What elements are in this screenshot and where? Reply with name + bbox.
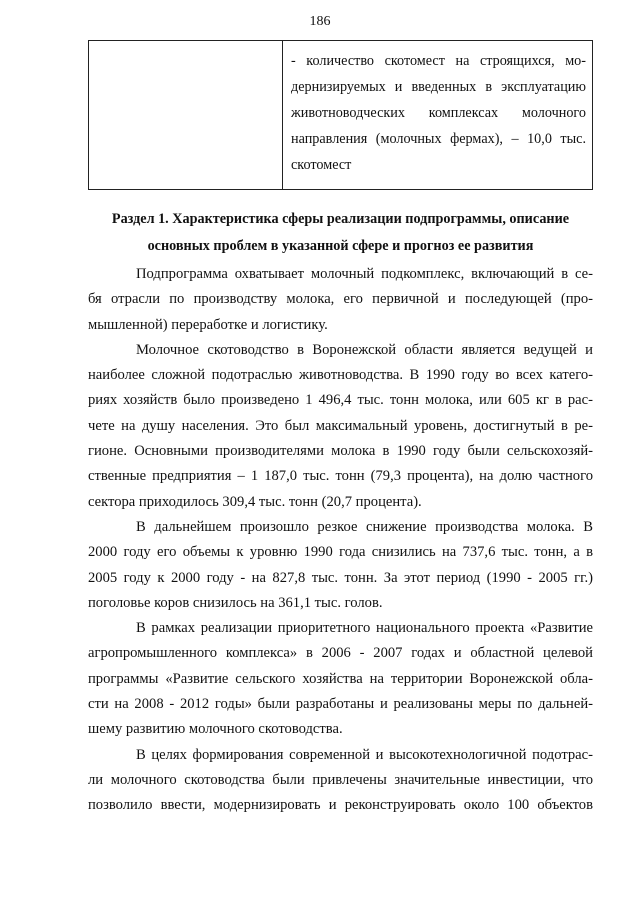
continuation-table [88,40,593,190]
paragraph-line: шему развитию молочного скотоводства. [88,721,343,738]
paragraph-line: чете на душу населения. Это был максимальный уровень, достигнутый в ре- [88,417,593,434]
paragraph-line: мышленной) переработке и логистику. [88,316,328,333]
paragraph-line: сти на 2008 - 2012 годы» были разработаны и реализованы меры по дальней- [88,696,593,713]
table-line: скотомест [291,157,352,173]
paragraph-line: риях хозяйств было произведено 1 496,4 тыс. тонн молока, или 605 кг в рас- [88,392,593,409]
table-line: направления (молочных фермах), – 10,0 тыс. [291,131,586,147]
paragraph-line: ственные предприятия – 1 187,0 тыс. тонн (79,3 процента), на долю частного [88,468,593,485]
heading-line: основных проблем в указанной сфере и прогноз ее развития [147,238,534,254]
paragraph-line: В рамках реализации приоритетного национального проекта «Развитие [136,620,593,637]
paragraph-line: В целях формирования современной и высокотехнологичной подотрас- [136,746,593,763]
paragraph-line: программы «Развитие сельского хозяйства на территории Воронежской обла- [88,670,593,687]
body-text [88,262,593,819]
page-number: 186 [309,14,331,29]
paragraph-line: Молочное скотоводство в Воронежской области является ведущей и [136,341,593,358]
paragraph-line: 2005 году к 2000 году - на 827,8 тыс. тонн. За этот период (1990 - 2005 гг.) [88,569,593,586]
table-line: - количество скотомест на строящихся, мо- [291,53,586,69]
paragraph-line: ли молочного скотоводства были привлечены значительные инвестиции, что [88,771,593,788]
paragraph-line: поголовье коров снизилось на 361,1 тыс. голов. [88,594,383,611]
section-heading [88,206,593,260]
paragraph-line: 2000 году его объемы к уровню 1990 года снизились на 737,6 тыс. тонн, а в [88,544,593,561]
table-line: дернизируемых и введенных в эксплуатацию [291,79,586,95]
table-cell-empty [89,41,283,189]
table-line: животноводческих комплексах молочного [291,105,586,121]
paragraph-line: агропромышленного комплекса» в 2006 - 2007 годах и областной целевой [88,645,593,662]
paragraph-line: гионе. Основными производителями молока в 1990 году были сельскохозяй- [88,443,593,460]
paragraph-line: наиболее сложной подотраслью животноводства. В 1990 году во всех катего- [88,367,593,384]
heading-line: Раздел 1. Характеристика сферы реализации подпрограммы, описание [111,211,570,227]
paragraph-line: В дальнейшем произошло резкое снижение производства молока. В [136,518,593,535]
paragraph-line: позволило ввести, модернизировать и реконструировать около 100 объектов [88,797,593,814]
paragraph-line: бя отрасли по производству молока, его первичной и последующей (про- [88,291,593,308]
table-cell-indicator [283,41,592,189]
paragraph-line: Подпрограмма охватывает молочный подкомплекс, включающий в се- [136,266,593,282]
paragraph-line: сектора приходилось 309,4 тыс. тонн (20,7 процента). [88,493,422,510]
